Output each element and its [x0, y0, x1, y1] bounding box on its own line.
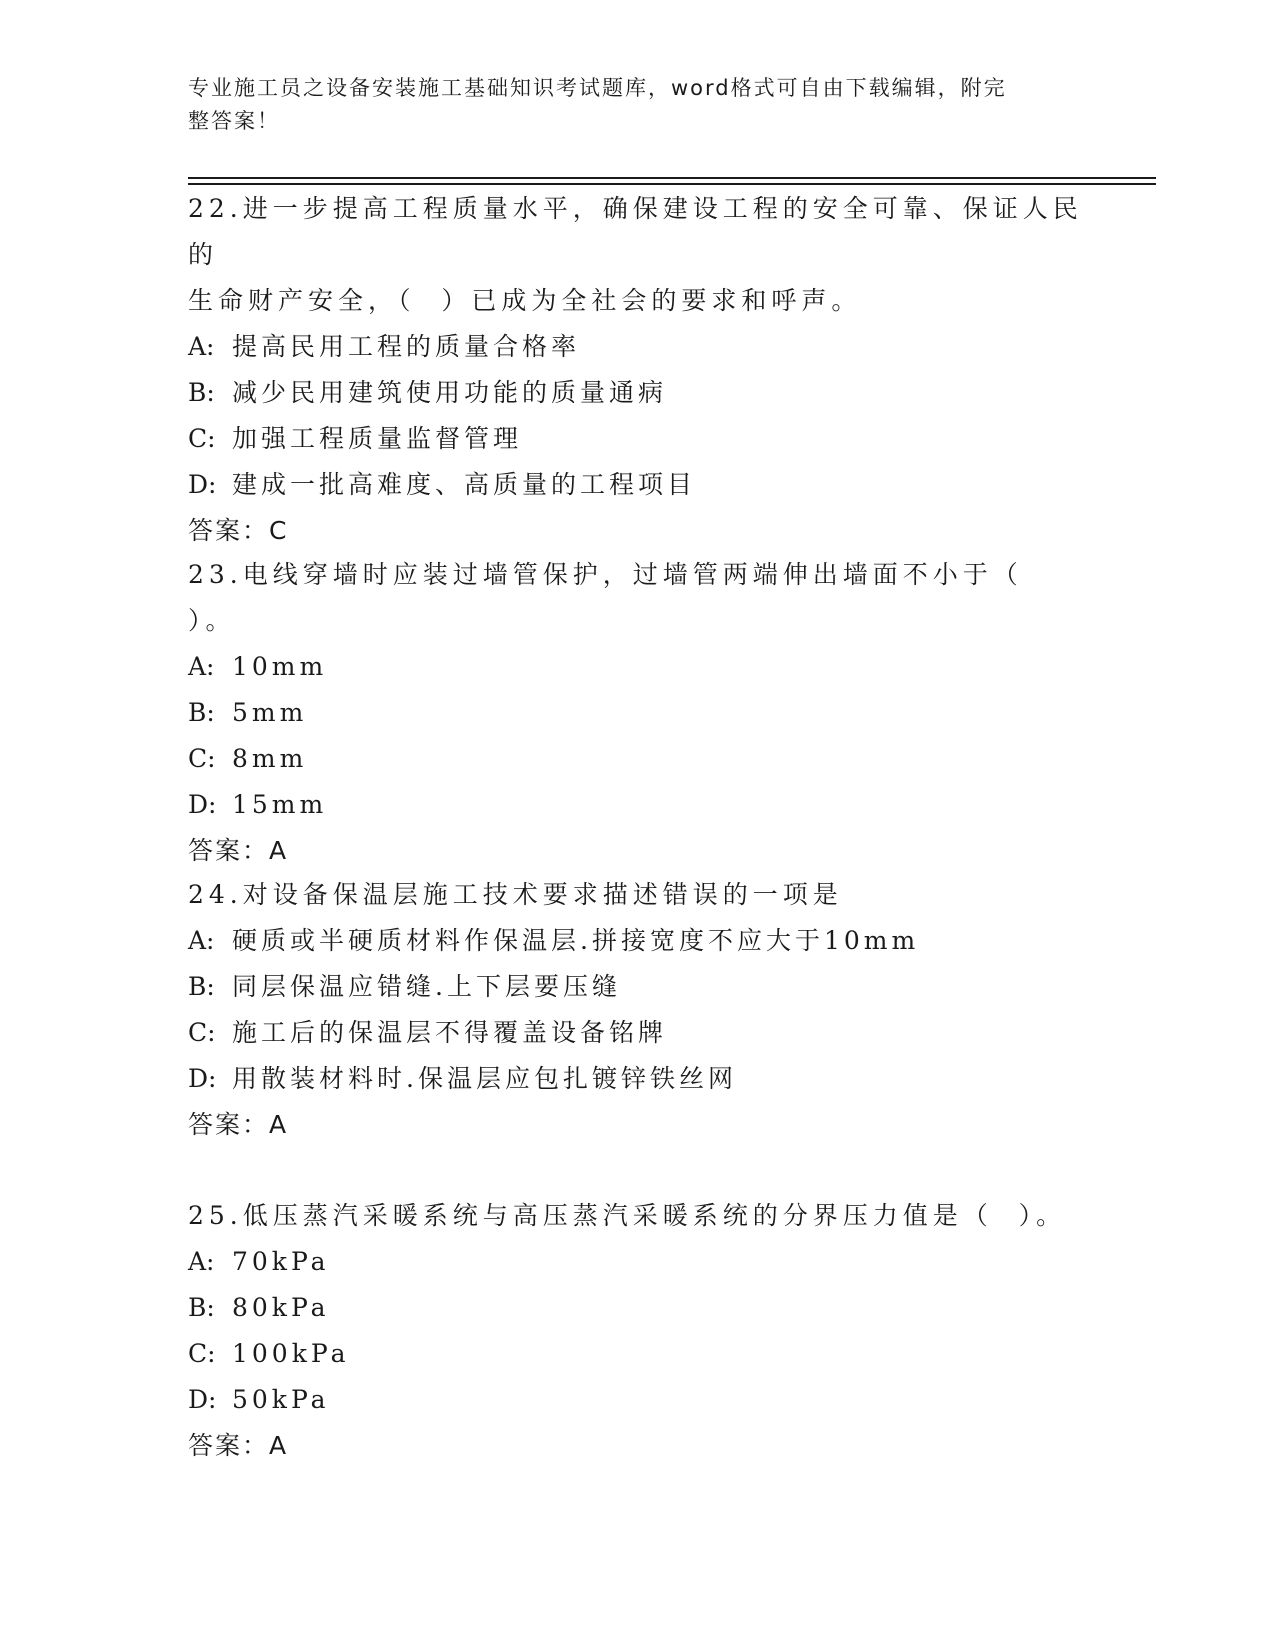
- header-line-2: 整答案！: [188, 109, 280, 133]
- option-text: 硬质或半硬质材料作保温层.拼接宽度不应大于10mm: [232, 926, 920, 955]
- option-b: [188, 370, 1088, 416]
- option-letter: D:: [188, 470, 217, 499]
- option-d: [188, 782, 1088, 828]
- option-letter: D:: [188, 1064, 217, 1093]
- option-a: [188, 324, 1088, 370]
- option-text: 70kPa: [232, 1247, 330, 1276]
- option-d: [188, 1377, 1088, 1423]
- question-stem-line-1: 23.电线穿墙时应装过墙管保护，过墙管两端伸出墙面不小于（ ）。: [188, 560, 1049, 635]
- option-text: 15mm: [232, 790, 328, 819]
- option-text: 8mm: [232, 744, 308, 773]
- question-22: [188, 186, 1088, 554]
- header-line-1: 专业施工员之设备安装施工基础知识考试题库，word格式可自由下载编辑，附完: [188, 76, 1007, 100]
- question-stem-line-2: 生命财产安全，（ ）已成为全社会的要求和呼声。: [188, 286, 862, 315]
- option-letter: D:: [188, 1385, 217, 1414]
- option-text: 10mm: [232, 652, 328, 681]
- option-letter: B:: [188, 698, 215, 727]
- option-text: 加强工程质量监督管理: [232, 424, 523, 453]
- option-letter: B:: [188, 378, 215, 407]
- option-letter: C:: [188, 1339, 216, 1368]
- option-letter: A:: [188, 332, 215, 361]
- option-text: 5mm: [232, 698, 308, 727]
- option-letter: A:: [188, 926, 215, 955]
- option-letter: A:: [188, 652, 215, 681]
- option-letter: D:: [188, 790, 217, 819]
- header-divider-bottom: [188, 183, 1156, 185]
- question-24: [188, 872, 1088, 1148]
- option-letter: B:: [188, 972, 215, 1001]
- option-a: [188, 918, 1088, 964]
- question-25: [188, 1193, 1088, 1469]
- option-c: [188, 1010, 1088, 1056]
- option-b: [188, 964, 1088, 1010]
- option-text: 施工后的保温层不得覆盖设备铭牌: [232, 1018, 668, 1047]
- option-c: [188, 1331, 1088, 1377]
- option-b: [188, 1285, 1088, 1331]
- question-stem-line-1: 25.低压蒸汽采暖系统与高压蒸汽采暖系统的分界压力值是（ ）。: [188, 1201, 1067, 1230]
- option-text: 50kPa: [232, 1385, 330, 1414]
- option-a: [188, 644, 1088, 690]
- question-stem-line-1: 22.进一步提高工程质量水平，确保建设工程的安全可靠、保证人民的: [188, 194, 1083, 269]
- header-divider-top: [188, 177, 1156, 179]
- option-letter: B:: [188, 1293, 215, 1322]
- answer-line: 答案：A: [188, 1110, 289, 1139]
- option-c: [188, 736, 1088, 782]
- question-stem-line-1: 24.对设备保温层施工技术要求描述错误的一项是: [188, 880, 843, 909]
- option-a: [188, 1239, 1088, 1285]
- option-text: 建成一批高难度、高质量的工程项目: [232, 470, 697, 499]
- option-b: [188, 690, 1088, 736]
- option-d: [188, 462, 1088, 508]
- document-header: [188, 72, 1068, 138]
- question-23: [188, 552, 1088, 874]
- answer-line: 答案：A: [188, 1431, 289, 1460]
- option-text: 减少民用建筑使用功能的质量通病: [232, 378, 668, 407]
- option-text: 80kPa: [232, 1293, 330, 1322]
- option-letter: A:: [188, 1247, 215, 1276]
- option-c: [188, 416, 1088, 462]
- answer-line: 答案：A: [188, 836, 289, 865]
- option-letter: C:: [188, 744, 216, 773]
- option-text: 同层保温应错缝.上下层要压缝: [232, 972, 621, 1001]
- option-letter: C:: [188, 424, 216, 453]
- option-d: [188, 1056, 1088, 1102]
- option-text: 用散装材料时.保温层应包扎镀锌铁丝网: [232, 1064, 737, 1093]
- option-text: 提高民用工程的质量合格率: [232, 332, 581, 361]
- option-letter: C:: [188, 1018, 216, 1047]
- option-text: 100kPa: [232, 1339, 350, 1368]
- answer-line: 答案：C: [188, 516, 289, 545]
